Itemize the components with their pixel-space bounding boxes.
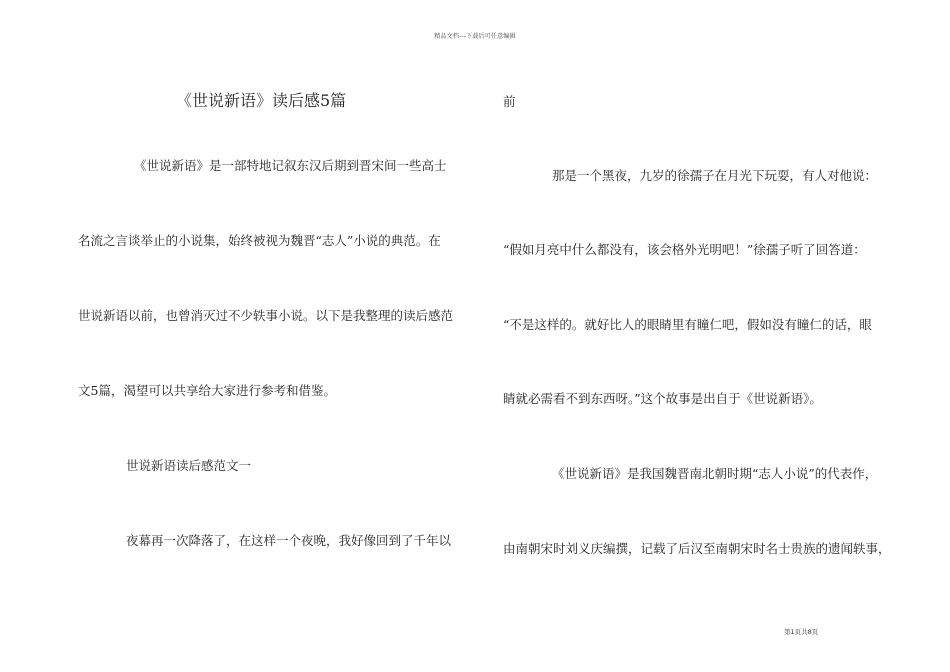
page-footer-pagination: 第1页共8页 [784,628,819,636]
right-paragraph-line-6: 《世说新语》是我国魏晋南北朝时期“志人小说”的代表作， [552,466,878,481]
document-title: 《世说新语》读后感5篇 [176,91,347,110]
right-paragraph-line-1: 前 [503,94,516,109]
right-paragraph-line-4: “不是这样的。就好比人的眼睛里有瞳仁吧，假如没有瞳仁的话，眼 [503,317,872,332]
left-paragraph-line-6: 夜幕再一次降落了，在这样一个夜晚，我好像回到了千年以 [126,533,452,548]
left-paragraph-line-4: 文5篇，渴望可以共享给大家进行参考和借鉴。 [78,383,336,398]
right-paragraph-line-7: 由南朝宋时刘义庆编撰，记载了后汉至南朝宋时名士贵族的遗闻轶事， [503,541,891,556]
left-paragraph-line-3: 世说新语以前，也曾消灭过不少轶事小说。以下是我整理的读后感范 [78,308,454,323]
right-paragraph-line-3: “假如月亮中什么都没有，该会格外光明吧！”徐孺子听了回答道： [503,242,866,257]
right-paragraph-line-5: 睛就必需看不到东西呀。”这个故事是出自于《世说新语》。 [503,391,822,406]
right-paragraph-line-2: 那是一个黑夜，九岁的徐孺子在月光下玩耍，有人对他说： [552,168,878,183]
left-paragraph-line-1: 《世说新语》是一部特地记叙东汉后期到晋宋间一些高士 [134,158,447,173]
section-heading: 世说新语读后感范文一 [126,458,252,473]
left-paragraph-line-2: 名流之言谈举止的小说集，始终被视为魏晋“志人”小说的典范。在 [78,233,441,248]
page-header: 精品文档---下载后可任意编辑 [434,33,516,40]
